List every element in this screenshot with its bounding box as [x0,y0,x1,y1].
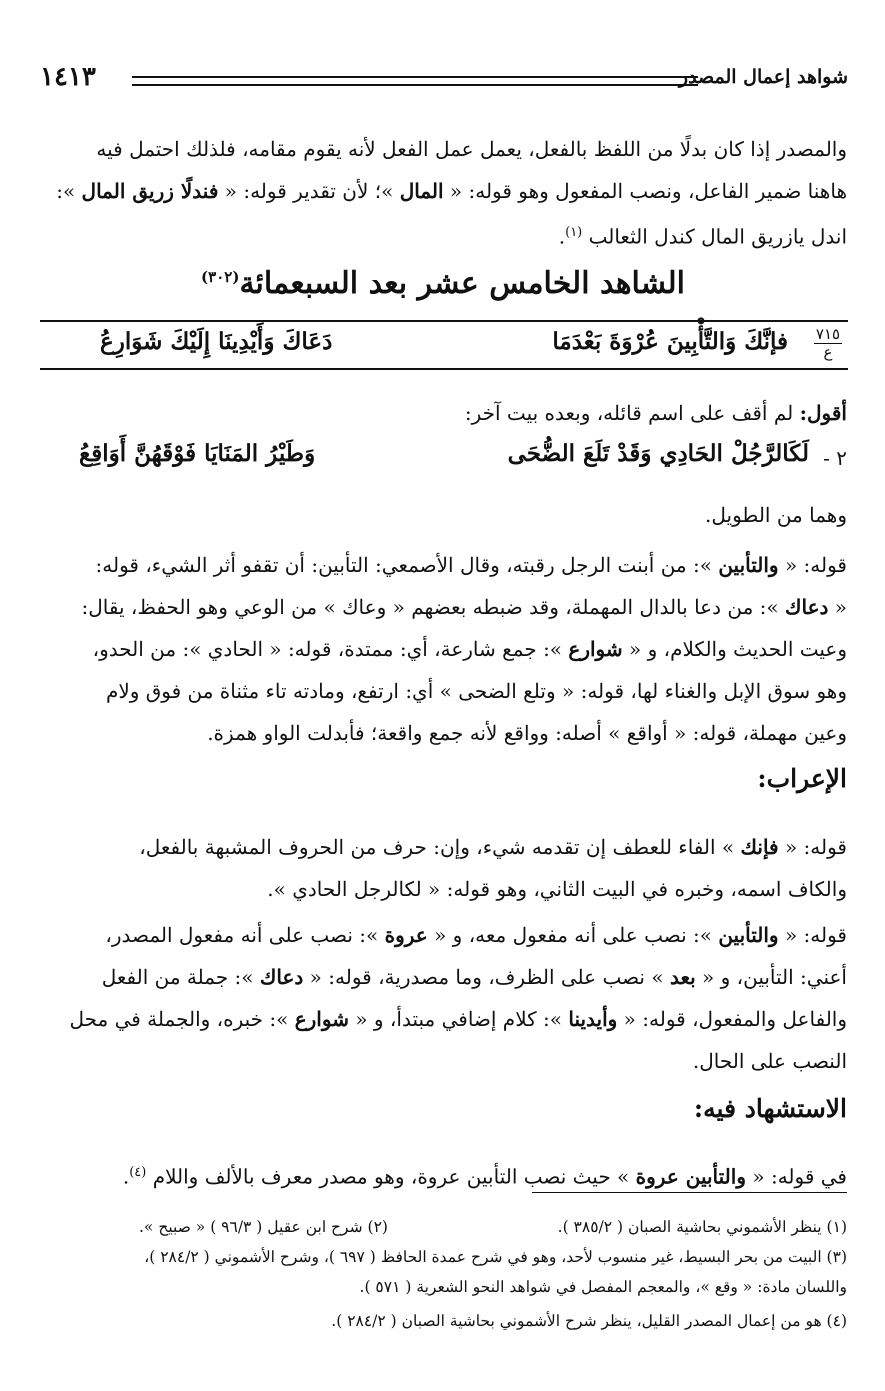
second-verse-first-hemistich: لَكَالرَّجُلْ الحَادِي وَقَدْ تَلَعَ الضُّحَى [507,440,809,467]
second-verse-second-hemistich: وَطَيْرُ المَنَايَا فَوْقَهُنَّ أَوَاقِعُ [79,440,316,467]
intro-line-1: والمصدر إذا كان بدلًا من اللفظ بالفعل، يعمل عمل الفعل لأنه يقوم مقامه، فلذلك احتمل فيه [96,137,847,161]
shahid-paragraph: في قوله: « والتأبين عروة » حيث نصب التأبين عروة، وهو مصدر معرف بالألف واللام $^{(٤)}$. [122,1164,847,1189]
commentary-label: أقول: [799,401,847,425]
section-title: الشاهد الخامس عشر بعد السبعمائة$^{(٣٠٢)}$ [201,266,685,301]
footnote-3-continued: واللسان مادة: « وقع »، والمعجم المفصل في شواهد النحو الشعرية ( ٥٧١ ). [359,1278,847,1296]
glossary-paragraph [39,544,847,754]
verse-second-hemistich: دَعَاكَ وَأَيْدِينَا إِلَيْكَ شَوَارِعُ [100,328,333,355]
verse-first-hemistich: فإنَّكَ وَالتَّأْبِينَ عُرْوَةَ بَعْدَمَا [552,328,788,355]
irab-p1-line-1: قوله: « فإنك » الفاء للعطف إن تقدمه شيء، وإن: حرف من الحروف المشبهة بالفعل، [139,835,847,859]
intro-line-2: هاهنا ضمير الفاعل، ونصب المفعول وهو قوله: « المال »؛ لأن تقدير قوله: « فندلًا زريق المال »: [56,179,847,203]
irab-p2-line-4: النصب على الحال. [692,1049,847,1073]
shahid-heading: الاستشهاد فيه: [693,1094,847,1123]
verse-number: ٧١٥ ع [815,325,841,361]
page-header [40,64,848,94]
header-double-rule [132,76,698,86]
section-title-ref: (٣٠٢) [201,268,240,286]
footnote-3: (٣) البيت من بحر البسيط، غير منسوب لأحد، وهو في شرح عمدة الحافظ ( ٦٩٧ )، وشرح الأشموني ( ٢٨٤/٢ )، [144,1248,847,1266]
irab-paragraph-2 [39,914,847,1082]
second-verse [39,440,847,484]
glossary-line-4: وهو سوق الإبل والغناء لها، قوله: « وتلع الضحى » أي: ارتفع، ومادته تاء مثناة من فوق ولام [105,679,847,703]
irab-p1-line-2: والكاف اسمه، وخبره في البيت الثاني، وهو قوله: « لكالرجل الحادي ». [267,877,847,901]
footnote-1: (١) ينظر الأشموني بحاشية الصبان ( ٣٨٥/٢ ). [557,1218,847,1236]
footnote-2: (٢) شرح ابن عقيل ( ٩٦/٣ ) « صبيح ». [139,1218,388,1236]
footnote-separator [532,1192,847,1193]
irab-p2-line-3: والفاعل والمفعول، قوله: « وأيدينا »: كلام إضافي مبتدأ، و « شوارع »: خبره، والجملة في محل [69,1007,847,1031]
glossary-line-1: قوله: « والتأبين »: من أبنت الرجل رقبته، وقال الأصمعي: التأبين: أن تقفو أثر الشيء، قوله: [95,553,847,577]
footnote-ref-1: (١) [565,225,583,240]
second-verse-number: ٢ - [823,446,847,470]
glossary-line-2: « دعاك »: من دعا بالدال المهملة، وقد ضبطه بعضهم « وعاك » من الوعي وهو الحفظ، يقال: [81,595,847,619]
meter-line: وهما من الطويل. [705,503,847,527]
verse-box [40,320,848,370]
footnote-1-2 [39,1212,847,1242]
running-title: شواهد إعمال المصدر [678,66,848,88]
intro-paragraph [39,128,847,258]
irab-p2-line-1: قوله: « والتأبين »: نصب على أنه مفعول معه، و « عروة »: نصب على أنه مفعول المصدر، [105,923,847,947]
intro-line-3: اندل يازريق المال كندل الثعالب $^{(١)}$. [558,224,847,249]
irab-heading: الإعراب: [757,764,847,793]
commentary-line: أقول: لم أقف على اسم قائله، وبعده بيت آخر: [464,401,847,425]
irab-p2-line-2: أعني: التأبين، و « بعد » نصب على الظرف، وما مصدرية، قوله: « دعاك »: جملة من الفعل [101,965,847,989]
glossary-line-5: وعين مهملة، قوله: « أواقع » أصله: وواقع لأنه جمع واقعة؛ فأبدلت الواو همزة. [207,721,847,745]
footnote-ref-4: (٤) [129,1165,147,1180]
page-number: ١٤١٣ [40,62,96,92]
glossary-line-3: وعيت الحديث والكلام، و « شوارع »: جمع شارعة، أي: ممتدة، قوله: « الحادي »: من الحدو، [92,637,847,661]
irab-paragraph-1 [39,826,847,910]
footnote-4: (٤) هو من إعمال المصدر القليل، ينظر شرح الأشموني بحاشية الصبان ( ٢٨٤/٢ ). [331,1312,847,1330]
